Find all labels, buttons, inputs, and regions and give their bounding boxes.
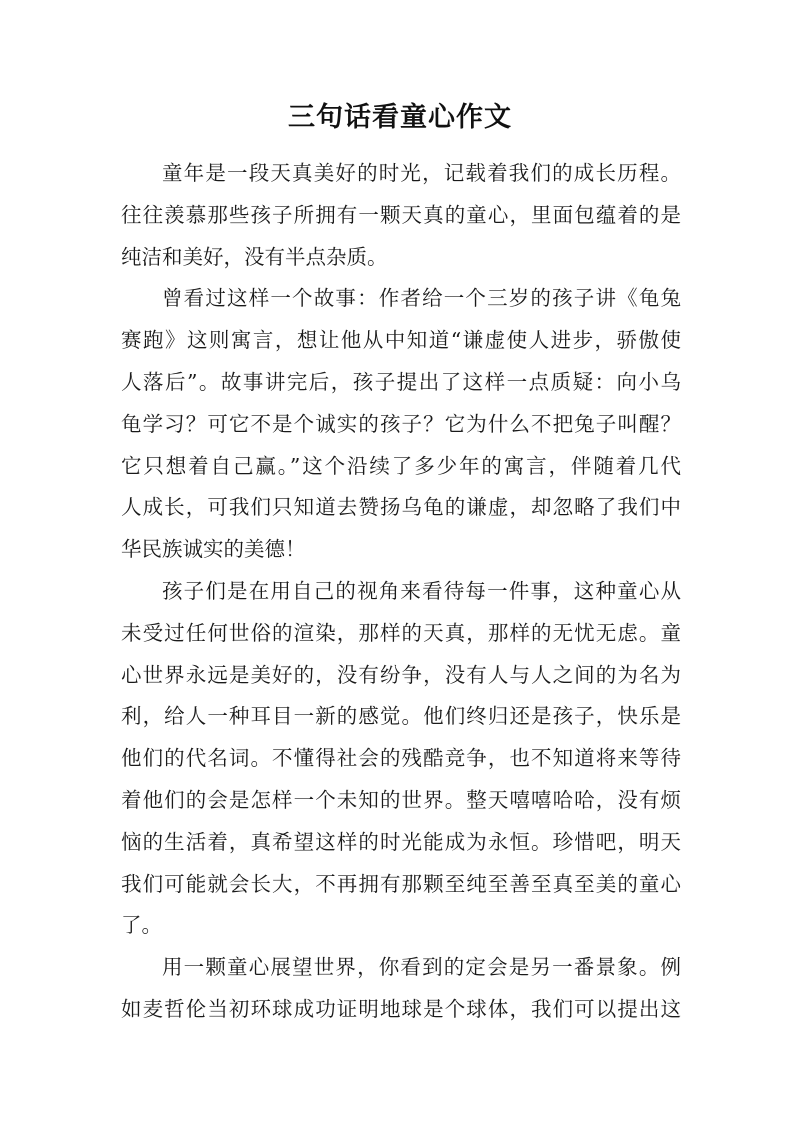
text-line: 人落后”。故事讲完后，孩子提出了这样一点质疑：向小乌 [121,369,681,394]
text-line: 纯洁和美好，没有半点杂质。 [121,244,388,269]
text-line: 着他们的会是怎样一个未知的世界。整天嘻嘻哈哈，没有烦 [121,787,681,812]
text-line: 如麦哲伦当初环球成功证明地球是个球体，我们可以提出这 [121,996,681,1021]
text-line: 曾看过这样一个故事：作者给一个三岁的孩子讲《龟兔 [162,286,681,311]
paragraph [121,278,681,571]
text-line: 往往羡慕那些孩子所拥有一颗天真的童心，里面包蕴着的是 [121,202,681,227]
text-line: 未受过任何世俗的渲染，那样的天真，那样的无忧无虑。童 [121,620,681,645]
text-line: 了。 [121,913,162,938]
text-line: 它只想着自己赢。”这个沿续了多少年的寓言，伴随着几代 [121,453,681,478]
text-line: 他们的代名词。不懂得社会的残酷竞争，也不知道将来等待 [121,746,681,771]
document-title: 三句话看童心作文 [288,102,512,133]
paragraph [121,153,681,278]
text-line: 赛跑》这则寓言，想让他从中知道“谦虚使人进步，骄傲使 [121,328,681,353]
text-line: 用一颗童心展望世界，你看到的定会是另一番景象。例 [162,955,681,980]
text-line: 我们可能就会长大，不再拥有那颗至纯至善至真至美的童心 [121,871,681,896]
paragraph [121,571,681,947]
text-line: 童年是一段天真美好的时光，记载着我们的成长历程。 [162,161,681,185]
text-line: 人成长，可我们只知道去赞扬乌龟的谦虚，却忽略了我们中 [121,495,681,520]
text-line: 龟学习？可它不是个诚实的孩子？它为什么不把兔子叫醒？ [121,411,681,436]
text-line: 孩子们是在用自己的视角来看待每一件事，这种童心从 [162,578,681,603]
text-line: 利，给人一种耳目一新的感觉。他们终归还是孩子，快乐是 [121,704,681,729]
text-line: 华民族诚实的美德！ [121,537,306,562]
text-line: 恼的生活着，真希望这样的时光能成为永恒。珍惜吧，明天 [121,829,681,854]
document-body [121,153,681,1031]
paragraph [121,947,681,1031]
text-line: 心世界永远是美好的，没有纷争，没有人与人之间的为名为 [121,662,681,687]
